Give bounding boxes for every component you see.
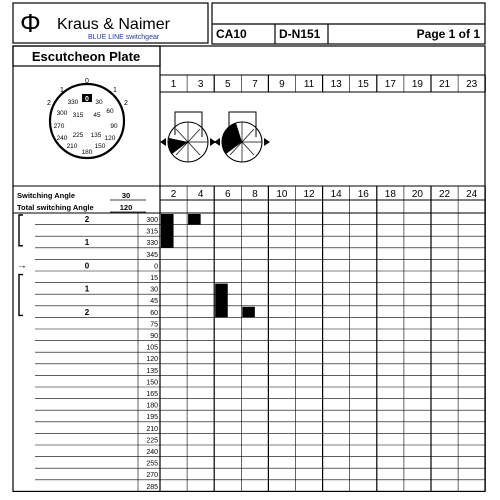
dial-tick-225: 225 xyxy=(72,132,84,139)
terminal-numbers-bottom xyxy=(171,189,478,200)
terminal-bottom-20: 20 xyxy=(411,189,424,200)
dial-tick-180: 180 xyxy=(81,149,93,156)
angle-label-270: 270 xyxy=(146,472,158,480)
dial-tick-240: 240 xyxy=(56,135,68,142)
angle-label-15: 15 xyxy=(150,275,158,282)
page-indicator: Page 1 of 1 xyxy=(416,27,480,41)
terminal-top-17: 17 xyxy=(384,79,396,90)
terminal-bottom-2: 2 xyxy=(170,189,177,200)
contact-block-1-2 xyxy=(161,214,174,248)
escutcheon-plate xyxy=(13,46,160,158)
position-label-1: 1 xyxy=(84,238,90,248)
angle-label-120: 120 xyxy=(146,356,158,364)
angle-label-210: 210 xyxy=(146,425,158,433)
angle-label-75: 75 xyxy=(150,321,158,329)
angle-label-135: 135 xyxy=(146,367,158,375)
angle-label-345: 345 xyxy=(146,251,158,259)
terminal-top-9: 9 xyxy=(279,79,285,90)
position-label-2: 0 xyxy=(84,261,90,271)
escutcheon-title: Escutcheon Plate xyxy=(31,49,141,64)
terminal-bottom-14: 14 xyxy=(330,189,342,200)
angle-label-45: 45 xyxy=(150,298,158,306)
dial-tick-210: 210 xyxy=(66,143,78,150)
contact-block-3-4 xyxy=(188,214,201,225)
model-number: CA10 xyxy=(216,27,247,41)
terminal-numbers-top xyxy=(171,79,478,90)
outer-label-1-right: 1 xyxy=(113,87,117,94)
contact-blocks xyxy=(161,214,255,317)
dial-tick-30: 30 xyxy=(95,99,103,106)
angle-label-0: 0 xyxy=(154,263,158,271)
outer-label-0: 0 xyxy=(85,78,89,85)
zero-marker: 0 xyxy=(85,96,89,103)
terminal-top-1: 1 xyxy=(170,79,177,90)
total-angle-value: 120 xyxy=(119,203,133,212)
terminal-top-15: 15 xyxy=(357,79,369,90)
dial-angle-labels xyxy=(54,99,118,156)
angle-rows xyxy=(35,213,485,491)
angle-label-195: 195 xyxy=(146,414,158,422)
terminal-bottom-10: 10 xyxy=(276,189,288,200)
cam-symbol-2 xyxy=(214,112,270,162)
angle-label-180: 180 xyxy=(146,402,158,410)
angle-label-225: 225 xyxy=(146,437,158,445)
dial-tick-45: 45 xyxy=(93,112,101,119)
terminal-top-7: 7 xyxy=(252,79,258,90)
terminal-bottom-24: 24 xyxy=(466,189,478,200)
angle-label-330: 330 xyxy=(146,240,158,248)
contact-block-5-6 xyxy=(215,284,228,318)
angle-label-285: 285 xyxy=(146,483,158,491)
dial-tick-90: 90 xyxy=(110,123,118,130)
terminal-bottom-8: 8 xyxy=(252,189,258,200)
terminal-bottom-12: 12 xyxy=(303,189,315,200)
angle-label-255: 255 xyxy=(146,460,158,468)
outer-label-1-left: 1 xyxy=(60,87,64,94)
position-brackets xyxy=(17,215,27,315)
dial-tick-330: 330 xyxy=(67,99,79,106)
outer-label-2-left: 2 xyxy=(47,100,51,107)
angle-label-90: 90 xyxy=(150,333,158,340)
bracket-left-lower xyxy=(19,275,23,316)
contact-block-7-8 xyxy=(242,307,255,318)
position-label-0: 2 xyxy=(84,215,90,224)
dial-tick-300: 300 xyxy=(56,110,68,117)
dial-tick-60: 60 xyxy=(106,108,114,115)
outer-label-2-right: 2 xyxy=(124,100,128,107)
cam-symbol-1 xyxy=(160,112,216,162)
terminal-top-13: 13 xyxy=(330,79,342,90)
bracket-left-upper xyxy=(19,215,23,246)
angle-label-60: 60 xyxy=(150,309,158,317)
position-labels xyxy=(85,215,90,317)
brand-tagline: BLUE LINE switchgear xyxy=(88,34,160,41)
terminal-top-23: 23 xyxy=(466,79,478,90)
total-angle-label: Total switching Angle xyxy=(17,203,94,212)
brand-name: Kraus & Naimer xyxy=(57,16,170,33)
angle-label-300: 300 xyxy=(146,217,158,224)
kn-logo-icon: Φ xyxy=(20,8,41,38)
dial-tick-315: 315 xyxy=(72,112,84,119)
terminal-top-5: 5 xyxy=(224,79,231,90)
switching-angle-block xyxy=(17,191,146,212)
angle-label-165: 165 xyxy=(146,391,158,398)
switching-angle-label: Switching Angle xyxy=(17,191,76,200)
angle-label-150: 150 xyxy=(146,379,158,387)
terminal-bottom-22: 22 xyxy=(438,189,451,200)
terminal-bottom-18: 18 xyxy=(384,189,396,200)
header xyxy=(13,3,485,44)
terminal-top-3: 3 xyxy=(197,79,204,90)
terminal-top-21: 21 xyxy=(438,79,451,90)
dial-tick-150: 150 xyxy=(94,143,106,150)
position-label-4: 2 xyxy=(84,307,90,317)
switching-angle-value: 30 xyxy=(121,191,131,200)
dial-tick-135: 135 xyxy=(90,132,102,139)
angle-label-105: 105 xyxy=(146,344,158,352)
terminal-top-19: 19 xyxy=(411,79,424,90)
terminal-bottom-4: 4 xyxy=(197,189,204,200)
dial-tick-120: 120 xyxy=(104,135,116,142)
angle-label-315: 315 xyxy=(146,228,158,236)
angle-label-240: 240 xyxy=(146,449,158,456)
dial-tick-270: 270 xyxy=(53,123,65,130)
angle-label-30: 30 xyxy=(150,286,158,294)
drawing-number: D-N151 xyxy=(279,27,321,41)
cam-symbols xyxy=(160,112,270,162)
terminal-bottom-16: 16 xyxy=(357,189,369,200)
position-label-3: 1 xyxy=(84,284,90,294)
terminal-bottom-6: 6 xyxy=(224,189,231,200)
zero-arrow-icon: → xyxy=(17,260,27,272)
terminal-top-11: 11 xyxy=(303,79,315,90)
